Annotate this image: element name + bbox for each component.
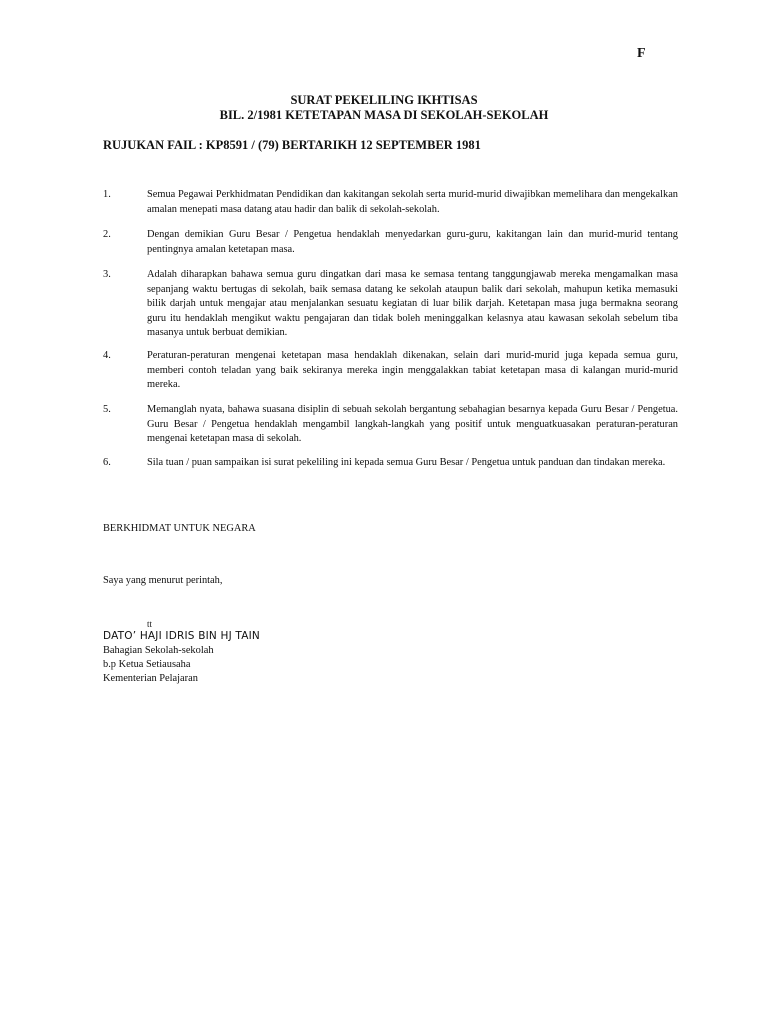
signatory-name: DATO’ HAJI IDRIS BIN HJ TAIN	[103, 630, 260, 642]
paragraph-1	[103, 188, 678, 217]
paragraph-number: 3.	[103, 269, 111, 280]
paragraph-text: Adalah diharapkan bahawa semua guru dingatkan dari masa ke semasa tentang tanggungjawab mereka mengamalkan masa sepanjang waktu bertugas di sekolah, baik semasa datang ke sekolah ataupun balik dari sekolah, mahupun ketika memasuki bilik darjah untuk mengajar atau menjalankan sesuatu kegiatan di luar bilik darjah. Ketetapan masa juga bermakna seorang guru itu hendaklah mengikut waktu pengajaran dan tidak boleh meninggalkan kelasnya atau kawasan sekolah sebelum tiba masanya untuk berbuat demikian.	[147, 269, 678, 338]
paragraph-2	[103, 228, 678, 257]
paragraph-number: 5.	[103, 404, 111, 415]
paragraph-text: Sila tuan / puan sampaikan isi surat pekeliling ini kepada semua Guru Besar / Pengetua untuk panduan dan tindakan mereka.	[147, 457, 666, 468]
file-reference: RUJUKAN FAIL : KP8591 / (79) BERTARIKH 12 SEPTEMBER 1981	[103, 138, 481, 152]
paragraph-text: Peraturan-peraturan mengenai ketetapan masa hendaklah dikenakan, selain dari murid-murid juga kepada semua guru, memberi contoh teladan yang baik sekiranya mereka ingin menggalakkan tabiat ketetapan masa di kalangan murid-murid mereka.	[147, 350, 678, 390]
signatory-details	[103, 644, 214, 686]
paragraph-3	[103, 268, 678, 341]
paragraph-number: 4.	[103, 350, 111, 361]
paragraph-number: 2.	[103, 229, 111, 240]
paragraph-text: Memanglah nyata, bahawa suasana disiplin di sebuah sekolah bergantung sebahagian besarnya kepada Guru Besar / Pengetua. Guru Besar / Pengetua hendaklah mengambil langkah-langkah yang positif untuk menguatkuasakan peraturan-peraturan mengenai ketetapan masa di sekolah.	[147, 404, 678, 444]
signatory-department: Bahagian Sekolah-sekolah	[103, 645, 214, 656]
closing-salutation: Saya yang menurut perintah,	[103, 575, 223, 586]
signatory-ministry: Kementerian Pelajaran	[103, 673, 198, 684]
paragraph-text: Semua Pegawai Perkhidmatan Pendidikan dan kakitangan sekolah serta murid-murid diwajibkan memelihara dan mengekalkan amalan menepati masa datang atau hadir dan balik di sekolah-sekolah.	[147, 189, 678, 215]
title-line-2: BIL. 2/1981 KETETAPAN MASA DI SEKOLAH-SEKOLAH	[219, 108, 549, 122]
signature-mark: tt	[147, 619, 153, 629]
paragraph-6	[103, 456, 678, 471]
signatory-role: b.p Ketua Setiausaha	[103, 659, 191, 670]
title-line-1: SURAT PEKELILING IKHTISAS	[290, 93, 478, 107]
document-title	[0, 93, 768, 123]
paragraph-5	[103, 403, 678, 447]
page-letter: F	[637, 46, 646, 61]
closing-motto: BERKHIDMAT UNTUK NEGARA	[103, 523, 256, 534]
paragraph-number: 1.	[103, 189, 111, 200]
paragraph-number: 6.	[103, 457, 111, 468]
paragraph-text: Dengan demikian Guru Besar / Pengetua hendaklah menyedarkan guru-guru, kakitangan lain dan murid-murid tentang pentingnya amalan ketetapan masa.	[147, 229, 678, 255]
paragraph-4	[103, 349, 678, 393]
